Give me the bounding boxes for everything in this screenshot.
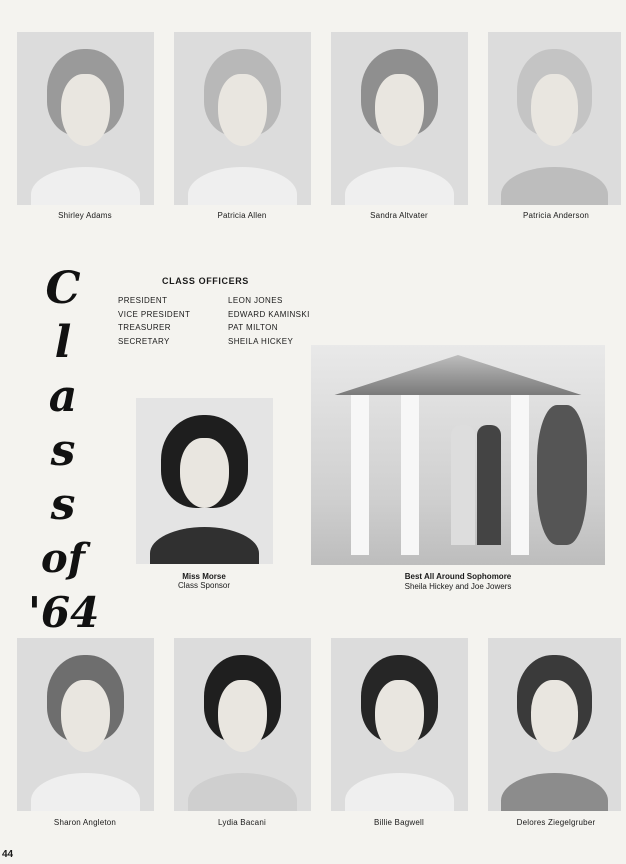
- portrait-caption: Lydia Bacani: [218, 818, 266, 827]
- portrait-caption: Delores Ziegelgruber: [516, 818, 596, 827]
- title-word-of: of: [41, 535, 85, 582]
- class-of-64-title: [28, 262, 98, 640]
- class-officers-heading: CLASS OFFICERS: [162, 276, 249, 286]
- best-all-around-names: Sheila Hickey and Joe Jowers: [404, 582, 512, 591]
- title-letter: s: [50, 425, 76, 476]
- sponsor-role: Class Sponsor: [177, 581, 231, 590]
- portrait-photo: [174, 638, 311, 811]
- portrait-caption: Sharon Angleton: [53, 818, 117, 827]
- best-all-around-title: Best All Around Sophomore: [404, 572, 512, 581]
- title-letter: C: [45, 263, 81, 314]
- portrait-photo: [17, 638, 154, 811]
- portrait-caption: Shirley Adams: [58, 211, 112, 220]
- officer-role: PRESIDENT: [118, 296, 168, 305]
- portrait-caption: Patricia Anderson: [522, 211, 590, 220]
- officer-row: [118, 323, 278, 332]
- title-letter: l: [54, 317, 72, 368]
- portrait-caption: Billie Bagwell: [374, 818, 424, 827]
- sponsor-name: Miss Morse: [182, 572, 226, 581]
- portrait-photo: [331, 32, 468, 205]
- officer-name: SHEILA HICKEY: [228, 337, 294, 346]
- officer-row: [118, 296, 283, 305]
- officer-name: EDWARD KAMINSKI: [228, 310, 310, 319]
- sponsor-photo: [136, 398, 273, 564]
- officer-row: [118, 310, 310, 319]
- portrait-photo: [488, 32, 621, 205]
- portrait-photo: [17, 32, 154, 205]
- portrait-photo: [174, 32, 311, 205]
- officer-role: SECRETARY: [118, 337, 170, 346]
- title-letter: a: [48, 371, 78, 422]
- title-letter: s: [50, 479, 76, 530]
- best-all-around-photo: [311, 345, 605, 565]
- officer-row: [118, 337, 293, 346]
- portrait-photo: [488, 638, 621, 811]
- officer-role: TREASURER: [118, 323, 171, 332]
- officer-name: LEON JONES: [228, 296, 283, 305]
- page-number: 44: [2, 849, 14, 860]
- portrait-caption: Sandra Altvater: [370, 211, 428, 220]
- portrait-photo: [331, 638, 468, 811]
- title-year: '64: [28, 588, 100, 637]
- officer-role: VICE PRESIDENT: [118, 310, 191, 319]
- portrait-caption: Patricia Allen: [217, 211, 267, 220]
- officer-name: PAT MILTON: [228, 323, 278, 332]
